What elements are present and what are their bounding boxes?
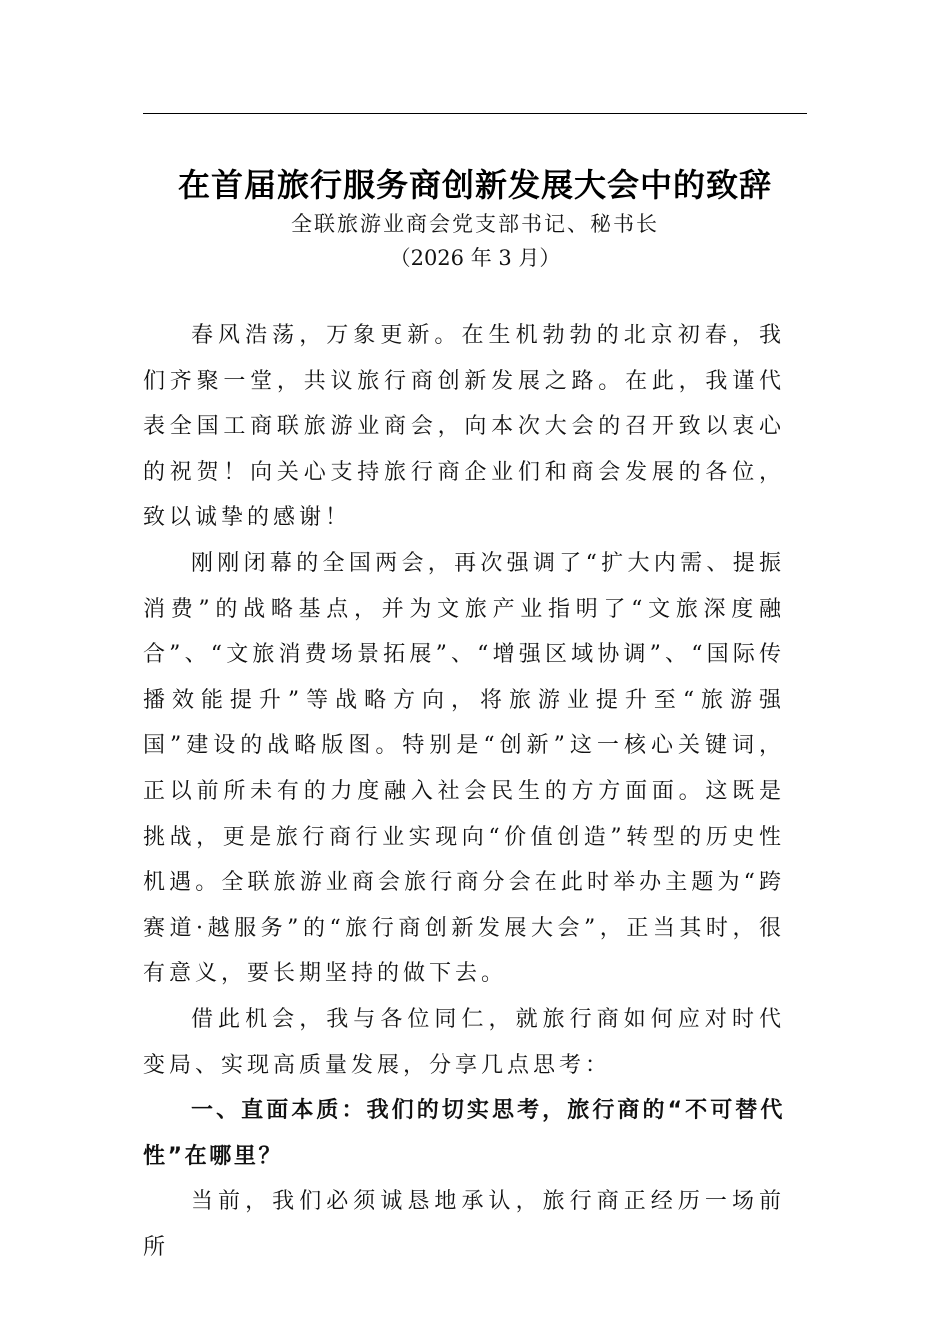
paragraph-1: 春风浩荡，万象更新。在生机勃勃的北京初春，我们齐聚一堂，共议旅行商创新发展之路。在此，我谨代表全国工商联旅游业商会，向本次大会的召开致以衷心的祝贺！向关心支持旅行商企业们和商会发展的各位，致以诚挚的感谢！	[143, 323, 785, 531]
header-rule	[143, 113, 807, 114]
date-line: （2026 年 3 月）	[389, 246, 561, 270]
document-title: 在首届旅行服务商创新发展大会中的致辞	[177, 166, 772, 204]
paragraph-2: 刚刚闭幕的全国两会，再次强调了“扩大内需、提振消费”的战略基点，并为文旅产业指明了“文旅深度融合”、“文旅消费场景拓展”、“增强区域协调”、“国际传播效能提升”等战略方向，将旅游业提升至“旅游强国”建设的战略版图。特别是“创新”这一核心关键词，正以前所未有的力度融入社会民生的方方面面。这既是挑战，更是旅行商行业实现向“价值创造”转型的历史性机遇。全联旅游业商会旅行商分会在此时举办主题为“跨赛道·越服务”的“旅行商创新发展大会”，正当其时，很有意义，要长期坚持的做下去。	[143, 550, 785, 987]
body-text	[143, 313, 785, 1270]
author-line: 全联旅游业商会党支部书记、秘书长	[291, 212, 659, 236]
paragraph-4: 当前，我们必须诚恳地承认，旅行商正经历一场前所	[143, 1189, 785, 1260]
section-heading: 一、直面本质：我们的切实思考，旅行商的“不可替代性”在哪里？	[143, 1098, 785, 1169]
paragraph-3: 借此机会，我与各位同仁，就旅行商如何应对时代变局、实现高质量发展，分享几点思考：	[143, 1006, 785, 1078]
